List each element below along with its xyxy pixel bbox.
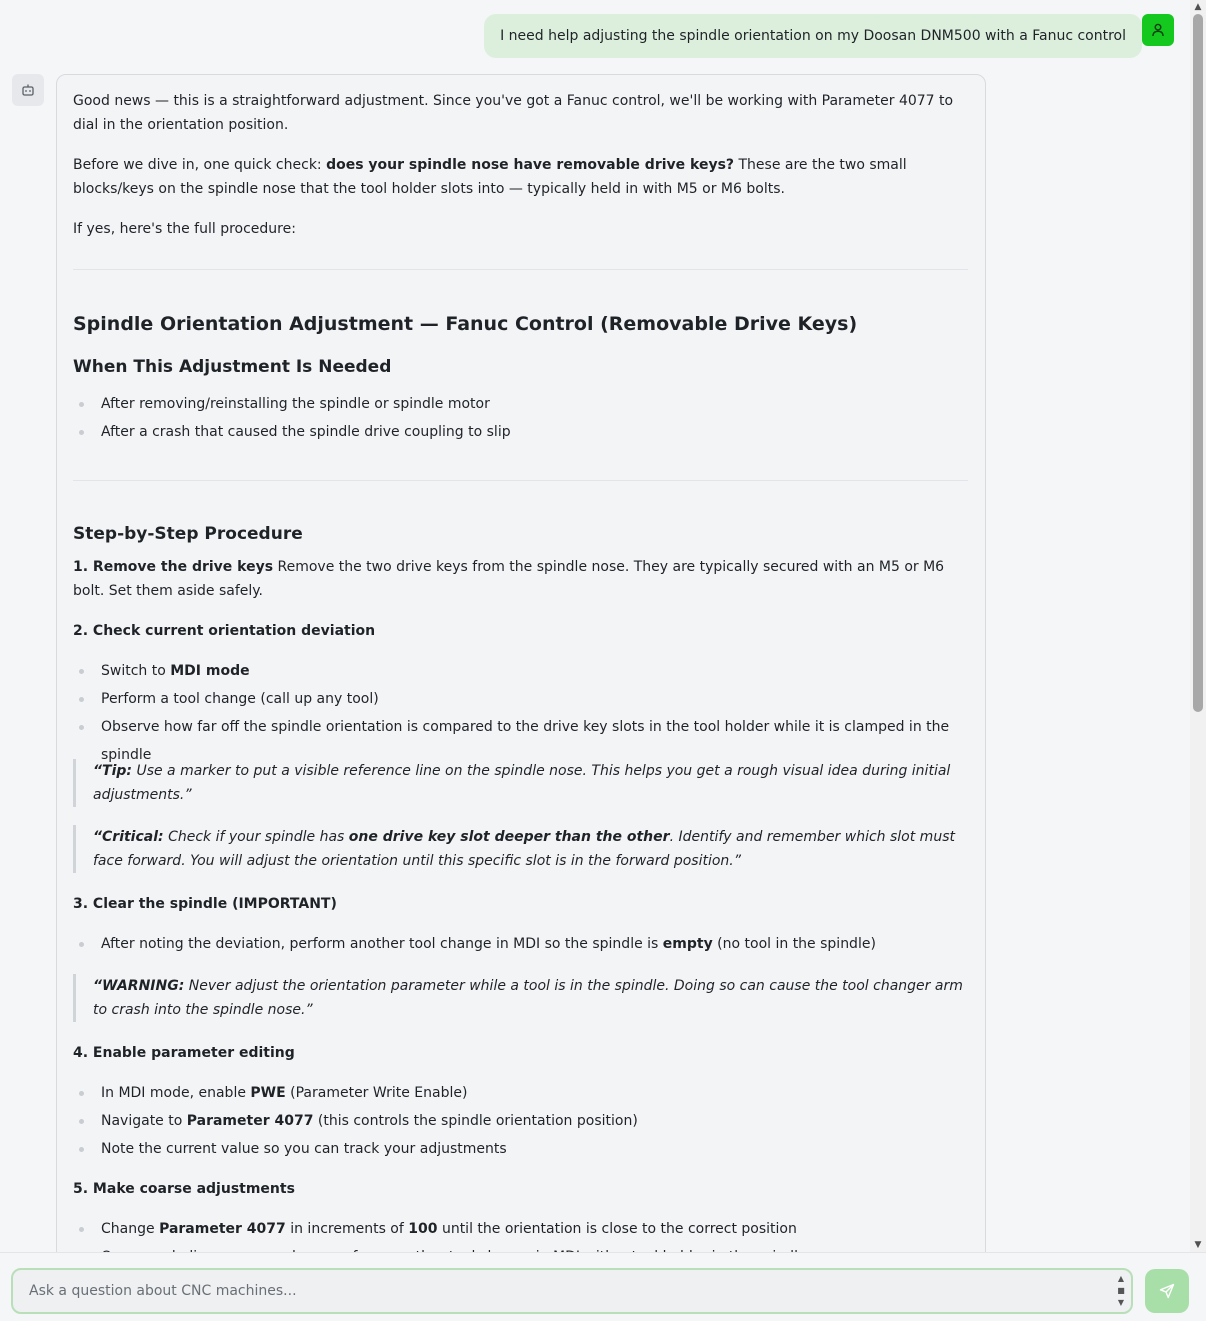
divider — [73, 269, 968, 270]
list-item — [73, 657, 968, 685]
list-item — [73, 1107, 968, 1135]
text: Check if your spindle has — [163, 829, 349, 845]
text: Navigate to — [101, 1113, 187, 1129]
emphasis: Parameter 4077 — [159, 1221, 286, 1237]
list-item: Perform a tool change (call up any tool) — [73, 685, 968, 713]
list-item — [73, 1215, 968, 1243]
step-3-heading: 3. Clear the spindle (IMPORTANT) — [73, 896, 337, 912]
user-message-row — [484, 14, 1142, 58]
text: . Identify and remember which slot must face forward. You will adjust the orientation until this specific slot is in the forward position.” — [93, 829, 955, 869]
chat-input-bar — [0, 1252, 1206, 1321]
text: Change — [101, 1221, 160, 1237]
emphasis: Parameter 4077 — [186, 1113, 314, 1129]
user-avatar — [1142, 14, 1174, 46]
step-2-heading: 2. Check current orientation deviation — [73, 623, 376, 639]
emphasis: “WARNING: — [93, 978, 185, 994]
text: Remove the two drive keys from the spindle nose. They are typically secured with an M5 or M6 bolt. Set them aside safely. — [73, 559, 945, 599]
needed-list — [73, 390, 968, 446]
step-1 — [73, 555, 968, 603]
send-icon — [1159, 1283, 1175, 1299]
intro-paragraph-2 — [73, 153, 968, 201]
assistant-message — [56, 74, 986, 1314]
user-icon — [1150, 22, 1166, 38]
section-heading-procedure: Step-by-Step Procedure — [73, 524, 303, 544]
list-item: Note the current value so you can track your adjustments — [73, 1135, 968, 1163]
critical-quote — [73, 825, 968, 873]
emphasis: one drive key slot deeper than the other — [348, 829, 670, 845]
chat-input[interactable] — [29, 1271, 1109, 1311]
chat-input-container[interactable] — [11, 1268, 1133, 1314]
scroll-down-arrow-icon[interactable]: ▼ — [1194, 1240, 1202, 1250]
emphasis: 100 — [408, 1221, 438, 1237]
tip-quote — [73, 759, 968, 807]
text: (no tool in the spindle) — [712, 936, 876, 952]
text: in increments of — [285, 1221, 409, 1237]
step-2-list — [73, 657, 968, 763]
bot-icon — [21, 83, 35, 97]
emphasis: PWE — [250, 1085, 286, 1101]
send-button[interactable] — [1145, 1269, 1189, 1313]
emphasis: MDI mode — [170, 663, 250, 679]
intro-paragraph-1: Good news — this is a straightforward adjustment. Since you've got a Fanuc control, we'll be working with Parameter 4077 to dial in the orientation position. — [73, 93, 954, 133]
response-title: Spindle Orientation Adjustment — Fanuc Control (Removable Drive Keys) — [73, 313, 858, 335]
text: (this controls the spindle orientation position) — [313, 1113, 638, 1129]
step-5-heading: 5. Make coarse adjustments — [73, 1181, 295, 1197]
emphasis: “Tip: — [93, 763, 132, 779]
page-scrollbar[interactable] — [1190, 0, 1206, 1252]
text: Use a marker to put a visible reference line on the spindle nose. This helps you get a rough visual idea during initial adjustments.” — [93, 763, 951, 803]
list-item — [73, 930, 968, 958]
text: In MDI mode, enable — [101, 1085, 251, 1101]
step-heading: 1. Remove the drive keys — [73, 559, 274, 575]
list-item: After removing/reinstalling the spindle or spindle motor — [73, 390, 968, 418]
step-3-list — [73, 930, 968, 958]
emphasis: empty — [662, 936, 713, 952]
warning-quote — [73, 974, 968, 1022]
scrollbar-thumb[interactable] — [1193, 14, 1203, 712]
text: Never adjust the orientation parameter while a tool is in the spindle. Doing so can cause the tool changer arm to crash into the spindle nose.” — [93, 978, 963, 1018]
input-scroll-arrows-icon[interactable]: ▲ ■ ▼ — [1117, 1274, 1125, 1307]
text: until the orientation is close to the correct position — [437, 1221, 797, 1237]
step-4-heading: 4. Enable parameter editing — [73, 1045, 295, 1061]
bot-avatar — [12, 74, 44, 106]
list-item — [73, 1079, 968, 1107]
scroll-up-arrow-icon[interactable]: ▲ — [1194, 2, 1202, 12]
text: Switch to — [101, 663, 171, 679]
list-item: After a crash that caused the spindle drive coupling to slip — [73, 418, 968, 446]
intro-paragraph-3: If yes, here's the full procedure: — [73, 221, 296, 237]
list-item: Observe how far off the spindle orientation is compared to the drive key slots in the tool holder while it is clamped in the spindle — [73, 713, 968, 741]
text: These are the two small blocks/keys on the spindle nose that the tool holder slots into — typically held in with M5 or M6 bolts. — [73, 157, 907, 197]
step-4-list — [73, 1079, 968, 1163]
emphasis: “Critical: — [93, 829, 164, 845]
text: After noting the deviation, perform another tool change in MDI so the spindle is — [101, 936, 663, 952]
divider — [73, 480, 968, 481]
text: Before we dive in, one quick check: — [73, 157, 327, 173]
user-message-bubble: I need help adjusting the spindle orientation on my Doosan DNM500 with a Fanuc control — [484, 14, 1142, 58]
text: (Parameter Write Enable) — [285, 1085, 468, 1101]
section-heading-needed: When This Adjustment Is Needed — [73, 357, 392, 377]
emphasis: does your spindle nose have removable drive keys? — [326, 157, 735, 173]
